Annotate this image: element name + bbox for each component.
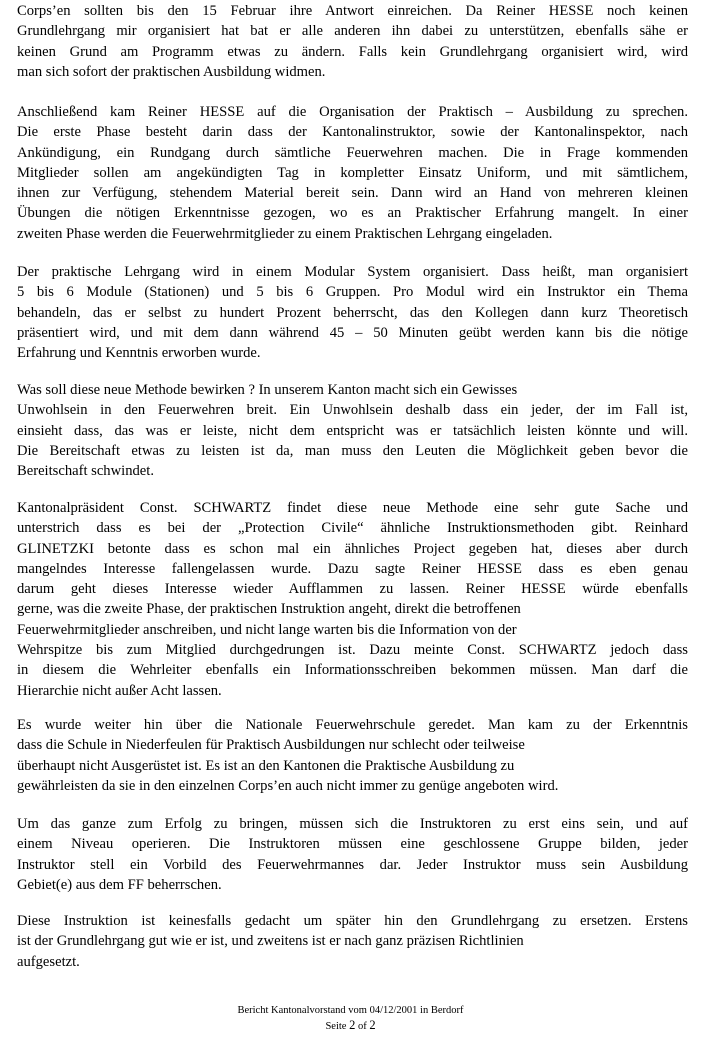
text-line: in diesem die Wehrleiter ebenfalls ein Informationsschreiben bekommen müssen. Man darf die — [17, 662, 688, 679]
text-line: Die erste Phase besteht darin dass der Kantonalinstruktor, sowie der Kantonalinspektor, nach — [17, 124, 688, 141]
text-line: gewährleisten da sie in den einzelnen Corps’en auch nicht immer zu genüge angeboten wird. — [17, 777, 559, 794]
paragraph — [17, 814, 688, 895]
text-line: Übungen die nötigen Erkenntnisse gezogen, wo es an Praktischer Erfahrung mangelt. In einer — [17, 205, 688, 222]
text-line: GLINETZKI betonte dass es schon mal ein ähnliches Project gegeben hat, dieses aber durch — [17, 540, 688, 557]
paragraph — [17, 262, 688, 363]
text-line: Grundlehrgang mir organisiert hat bat er alle anderen ihn dabei zu unterstützen, ebenfalls sähe er — [17, 23, 688, 40]
text-line: Mitglieder sollen am angekündigten Tag in kompletter Einsatz Uniform, und mit sämtlichem, — [17, 164, 688, 181]
text-line: präsentiert wird, und mit dem dann während 45 – 50 Minuten geübt werden kann bis die nötige — [17, 324, 688, 341]
text-line: überhaupt nicht Ausgerüstet ist. Es ist an den Kantonen die Praktische Ausbildung zu — [17, 757, 515, 774]
text-line: Bereitschaft schwindet. — [17, 463, 154, 480]
text-line: man sich sofort der praktischen Ausbildung widmen. — [17, 63, 326, 80]
text-line: aufgesetzt. — [17, 953, 80, 970]
text-line: Der praktische Lehrgang wird in einem Modular System organisiert. Dass heißt, man organisiert — [17, 264, 688, 280]
text-line: dass die Schule in Niederfeulen für Praktisch Ausbildungen nur schlecht oder teilweise — [17, 737, 525, 754]
text-line: keinen Grund am Programm etwas zu ändern. Falls kein Grundlehrgang organisiert wird, wird — [17, 43, 688, 60]
text-line: Instruktor stell ein Vorbild des Feuerwehrmannes dar. Jeder Instruktor muss sein Ausbildung — [17, 856, 688, 873]
footer-report-title: Bericht Kantonalvorstand vom 04/12/2001 in Berdorf — [237, 1005, 464, 1016]
text-line: Kantonalpräsident Const. SCHWARTZ findet diese neue Methode eine sehr gute Sache und — [17, 500, 688, 516]
page-of: of — [355, 1021, 370, 1032]
page-footer — [0, 1004, 701, 1034]
text-line: Feuerwehrmitglieder anschreiben, und nicht lange warten bis die Information von der — [17, 621, 517, 638]
text-line: Die Bereitschaft etwas zu leisten ist da, man muss den Leuten die Möglichkeit geben bevor die — [17, 442, 688, 459]
text-line: unterstrich dass es bei der „Protection Civile“ ähnliche Instruktionsmethoden gibt. Reinhard — [17, 520, 688, 537]
text-line: Diese Instruktion ist keinesfalls gedacht um später hin den Grundlehrgang zu ersetzen. Erstens — [17, 913, 688, 929]
text-line: ist der Grundlehrgang gut wie er ist, und zweitens ist er nach ganz präzisen Richtlinien — [17, 933, 524, 950]
text-line: Hierarchie nicht außer Acht lassen. — [17, 682, 222, 699]
page-total: 2 — [369, 1018, 376, 1032]
text-line: darum geht dieses Interesse wieder Aufflammen zu lassen. Reiner HESSE würde ebenfalls — [17, 581, 688, 598]
page-number — [0, 1018, 701, 1034]
paragraph — [17, 1, 688, 82]
text-line: einem Niveau operieren. Die Instruktoren müssen eine geschlossene Gruppe bilden, jeder — [17, 836, 688, 853]
text-line: Ankündigung, ein Rundgang durch sämtliche Feuerwehren machen. Die in Frage kommenden — [17, 144, 688, 161]
text-line: Wehrspitze bis zum Mitglied durchgedrungen ist. Dazu meinte Const. SCHWARTZ jedoch dass — [17, 642, 688, 659]
text-line: Um das ganze zum Erfolg zu bringen, müssen sich die Instruktoren zu erst eins sein, und auf — [17, 816, 688, 832]
page-prefix: Seite — [325, 1021, 350, 1032]
text-line: Gebiet(e) aus dem FF beherrschen. — [17, 876, 222, 893]
text-line: ihnen zur Verfügung, stehendem Material bereit sein. Dann wird an Hand von mehreren kleinen — [17, 185, 688, 202]
text-line: behandeln, das er selbst zu hundert Prozent beherrscht, das den Kollegen dann kurz Theoretisch — [17, 304, 688, 321]
text-line: Anschließend kam Reiner HESSE auf die Organisation der Praktisch – Ausbildung zu sprechen. — [17, 104, 688, 120]
paragraph — [17, 498, 688, 701]
text-line: mangelndes Interesse fallengelassen wurde. Dazu sagte Reiner HESSE dass es eben genau — [17, 560, 688, 577]
text-line: 5 bis 6 Module (Stationen) und 5 bis 6 Gruppen. Pro Modul wird ein Instruktor ein Thema — [17, 284, 688, 301]
paragraph — [17, 715, 688, 796]
text-line: Erfahrung und Kenntnis erworben wurde. — [17, 345, 261, 362]
text-line: Unwohlsein in den Feuerwehren breit. Ein Unwohlsein deshalb dass ein jeder, der im Fall ist, — [17, 402, 688, 419]
text-line: zweiten Phase werden die Feuerwehrmitglieder zu einem Praktischen Lehrgang eingeladen. — [17, 225, 553, 242]
page-current: 2 — [349, 1018, 356, 1032]
text-line: Corps’en sollten bis den 15 Februar ihre Antwort einreichen. Da Reiner HESSE noch keinen — [17, 3, 688, 19]
text-line: Es wurde weiter hin über die Nationale Feuerwehrschule geredet. Man kam zu der Erkenntnis — [17, 717, 688, 733]
paragraph — [17, 102, 688, 244]
text-line: gerne, was die zweite Phase, der praktischen Instruktion angeht, direkt die betroffenen — [17, 601, 521, 618]
text-line: einsieht dass, das was er leiste, nicht dem entspricht was er tatsächlich leisten könnte und will. — [17, 422, 688, 439]
paragraph — [17, 380, 688, 481]
text-line: Was soll diese neue Methode bewirken ? In unserem Kanton macht sich ein Gewisses — [17, 382, 518, 398]
paragraph — [17, 911, 688, 972]
